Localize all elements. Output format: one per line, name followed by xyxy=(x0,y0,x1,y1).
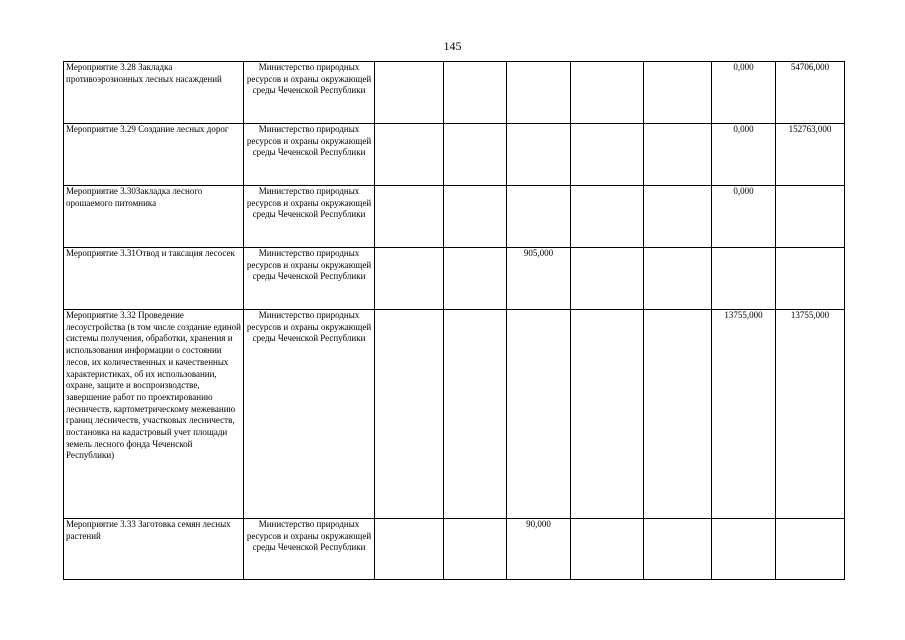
value-cell xyxy=(444,186,507,248)
responsible-cell: Министерство природных ресурсов и охраны окружающей среды Чеченской Республики xyxy=(244,186,375,248)
event-cell: Мероприятие 3.31Отвод и таксация лесосек xyxy=(64,248,244,310)
value-cell xyxy=(375,310,444,519)
responsible-cell: Министерство природных ресурсов и охраны окружающей среды Чеченской Республики xyxy=(244,519,375,580)
value-cell xyxy=(375,186,444,248)
table-row xyxy=(64,519,845,580)
value-cell: 0,000 xyxy=(712,124,776,186)
responsible-cell: Министерство природных ресурсов и охраны окружающей среды Чеченской Республики xyxy=(244,62,375,124)
value-cell xyxy=(571,124,644,186)
table-row xyxy=(64,310,845,519)
page-number: 145 xyxy=(443,39,462,53)
value-cell xyxy=(776,519,845,580)
value-cell: 90,000 xyxy=(507,519,571,580)
value-cell xyxy=(507,124,571,186)
event-cell: Мероприятие 3.28 Закладка противоэрозионных лесных насаждений xyxy=(64,62,244,124)
value-cell: 13755,000 xyxy=(712,310,776,519)
value-cell: 13755,000 xyxy=(776,310,845,519)
value-cell xyxy=(375,124,444,186)
value-cell xyxy=(776,186,845,248)
value-cell xyxy=(644,186,712,248)
value-cell: 0,000 xyxy=(712,186,776,248)
value-cell xyxy=(644,248,712,310)
value-cell: 54706,000 xyxy=(776,62,845,124)
program-table xyxy=(63,61,845,580)
table-row xyxy=(64,186,845,248)
table-row xyxy=(64,62,845,124)
value-cell xyxy=(571,62,644,124)
value-cell xyxy=(444,310,507,519)
value-cell xyxy=(507,186,571,248)
value-cell xyxy=(375,62,444,124)
value-cell: 905,000 xyxy=(507,248,571,310)
event-cell: Мероприятие 3.32 Проведение лесоустройства (в том числе создание единой системы получения, обработки, хранения и использования информации о состоянии лесов, их количественных и качественных характеристиках, об их использовании, охране, защите и воспроизводстве, завершение работ по проектированию лесничеств, картометрическому межеванию границ лесничеств, участковых лесничеств, постановка на кадастровый учет площади земель лесного фонда Чеченской Республики) xyxy=(64,310,244,519)
value-cell xyxy=(444,124,507,186)
value-cell xyxy=(644,124,712,186)
value-cell xyxy=(571,310,644,519)
value-cell xyxy=(507,62,571,124)
responsible-cell: Министерство природных ресурсов и охраны окружающей среды Чеченской Республики xyxy=(244,124,375,186)
event-cell: Мероприятие 3.29 Создание лесных дорог xyxy=(64,124,244,186)
value-cell xyxy=(444,248,507,310)
value-cell xyxy=(444,62,507,124)
value-cell xyxy=(507,310,571,519)
value-cell xyxy=(644,519,712,580)
value-cell xyxy=(444,519,507,580)
value-cell xyxy=(571,248,644,310)
table-row xyxy=(64,248,845,310)
value-cell xyxy=(571,186,644,248)
value-cell xyxy=(644,310,712,519)
value-cell xyxy=(644,62,712,124)
event-cell: Мероприятие 3.30Закладка лесного орошаемого питомника xyxy=(64,186,244,248)
responsible-cell: Министерство природных ресурсов и охраны окружающей среды Чеченской Республики xyxy=(244,310,375,519)
value-cell xyxy=(375,519,444,580)
value-cell xyxy=(712,248,776,310)
value-cell xyxy=(375,248,444,310)
value-cell xyxy=(571,519,644,580)
value-cell xyxy=(776,248,845,310)
event-cell: Мероприятие 3.33 Заготовка семян лесных растений xyxy=(64,519,244,580)
table-row xyxy=(64,124,845,186)
value-cell: 152763,000 xyxy=(776,124,845,186)
value-cell xyxy=(712,519,776,580)
responsible-cell: Министерство природных ресурсов и охраны окружающей среды Чеченской Республики xyxy=(244,248,375,310)
value-cell: 0,000 xyxy=(712,62,776,124)
